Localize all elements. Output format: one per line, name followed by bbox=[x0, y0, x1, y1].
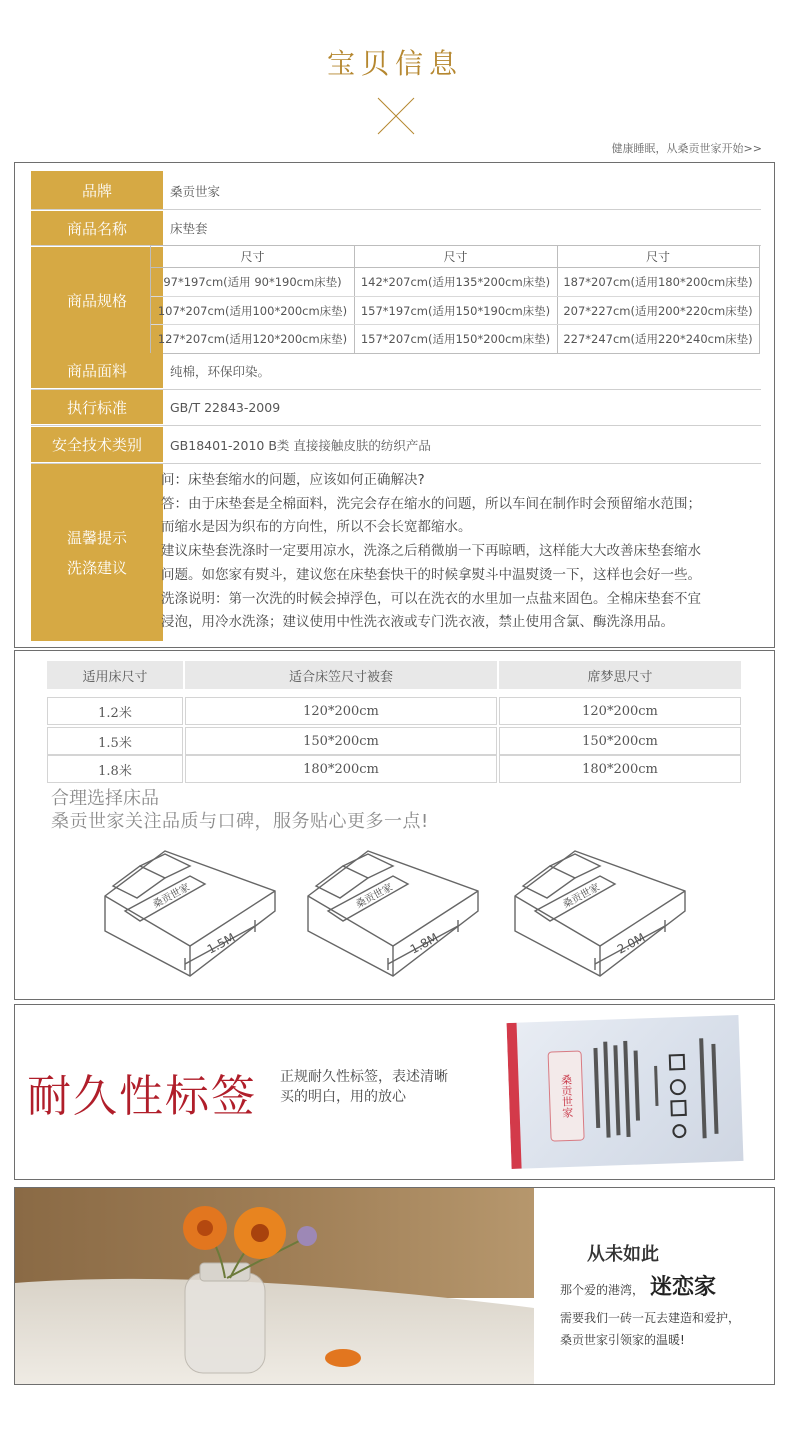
spec-cell: 187*207cm(适用180*200cm床垫) bbox=[563, 275, 753, 289]
safety-value: GB18401-2010 B类 直接接触皮肤的纺织产品 bbox=[170, 437, 431, 453]
care-line: 问题。如您家有熨斗，建议您在床垫套快干的时候拿熨斗中温熨烫一下，这样也会好一些。 bbox=[161, 566, 701, 583]
table-cell: 1.5米 bbox=[47, 727, 183, 755]
tag-red-edge bbox=[507, 1023, 522, 1169]
product-name-label: 商品名称 bbox=[31, 211, 163, 245]
table-header: 适合床笠尺寸被套 bbox=[185, 661, 497, 689]
product-name-value: 床垫套 bbox=[170, 221, 208, 236]
durable-label-panel bbox=[14, 1004, 775, 1180]
table-cell: 150*200cm bbox=[185, 727, 497, 755]
slogan-body bbox=[560, 1307, 760, 1351]
table-header: 适用床尺寸 bbox=[47, 661, 183, 689]
bed-dimension: 1.8M bbox=[407, 930, 441, 957]
table-row bbox=[47, 697, 741, 725]
safety-label: 安全技术类别 bbox=[31, 427, 163, 462]
care-tag-photo bbox=[507, 1015, 744, 1169]
bed-dimension: 1.5M bbox=[204, 930, 238, 957]
care-label bbox=[31, 464, 163, 641]
spec-header: 尺寸 bbox=[354, 246, 557, 268]
slogan-line-4: 桑贡世家引领家的温暖! bbox=[560, 1333, 685, 1347]
care-line: 建议床垫套洗涤时一定要用凉水，洗涤之后稍微崩一下再晾晒，这样能大大改善床垫套缩水 bbox=[161, 543, 701, 560]
brand-value: 桑贡世家 bbox=[170, 183, 221, 199]
spec-header: 尺寸 bbox=[151, 246, 354, 268]
spec-table bbox=[150, 245, 760, 354]
description-line: 买的明白，用的放心 bbox=[280, 1089, 406, 1105]
flower-vase-photo bbox=[15, 1188, 534, 1384]
table-cell: 120*200cm bbox=[499, 697, 741, 725]
care-instructions bbox=[161, 469, 761, 635]
bed-dimension: 2.0M bbox=[614, 930, 648, 957]
description-line: 正规耐久性标签，表述清晰 bbox=[280, 1069, 448, 1085]
care-line: 洗涤说明：第一次洗的时候会掉浮色，可以在洗衣的水里加一点盐来固色。全棉床垫套不宜 bbox=[161, 590, 701, 607]
section-title: 宝贝信息 bbox=[326, 47, 463, 80]
standard-label: 执行标准 bbox=[31, 390, 163, 424]
durable-label-title: 耐久性标签 bbox=[27, 1071, 257, 1122]
spec-cell: 127*207cm(适用120*200cm床垫) bbox=[157, 332, 348, 346]
care-line: 而缩水是因为织布的方向性，所以不会长宽都缩水。 bbox=[161, 519, 472, 536]
divider bbox=[31, 209, 761, 210]
table-cell: 180*200cm bbox=[499, 755, 741, 783]
durable-label-description bbox=[280, 1067, 490, 1107]
care-label-line: 温馨提示 bbox=[66, 528, 127, 547]
slogan-line-2-small: 那个爱的港湾， bbox=[560, 1283, 645, 1297]
brand-slogan bbox=[560, 1240, 760, 1351]
table-row bbox=[47, 755, 741, 783]
bed-logo: 桑贡世家 bbox=[561, 882, 602, 911]
fabric-value: 纯棉，环保印染。 bbox=[170, 363, 271, 379]
slogan-line-2-big: 迷恋家 bbox=[650, 1275, 717, 1300]
spec-cell: 157*197cm(适用150*190cm床垫) bbox=[360, 304, 551, 318]
care-line: 浸泡，用冷水洗涤；建议使用中性洗衣液或专门洗衣液，禁止使用含氯、酶洗涤用品。 bbox=[161, 614, 674, 631]
table-cell: 150*200cm bbox=[499, 727, 741, 755]
slogan-line-2 bbox=[560, 1270, 760, 1301]
care-line: 答：由于床垫套是全棉面料，洗完会存在缩水的问题，所以车间在制作时会预留缩水范围； bbox=[161, 495, 701, 512]
bed-logo: 桑贡世家 bbox=[151, 882, 192, 911]
table-header-row bbox=[47, 661, 741, 689]
divider bbox=[31, 425, 761, 426]
spec-label: 商品规格 bbox=[31, 247, 163, 354]
spec-cell: 157*207cm(适用150*200cm床垫) bbox=[360, 332, 551, 346]
brand-story-panel bbox=[14, 1187, 775, 1385]
spec-cell: 207*227cm(适用200*220cm床垫) bbox=[563, 304, 753, 318]
bed-illustration-2-0m bbox=[505, 836, 695, 981]
care-line: 问：床垫套缩水的问题，应该如何正确解决? bbox=[161, 472, 425, 488]
choose-bedding-subtitle: 桑贡世家关注品质与口碑，服务贴心更多一点! bbox=[51, 811, 429, 832]
fabric-label: 商品面料 bbox=[31, 353, 163, 388]
care-label-line: 洗涤建议 bbox=[66, 558, 127, 577]
product-info-panel bbox=[14, 162, 775, 648]
tagline-link[interactable]: 健康睡眠，从桑贡世家开始>> bbox=[611, 142, 762, 155]
table-row bbox=[47, 727, 741, 755]
tag-printed-text-lines bbox=[589, 1033, 733, 1148]
bed-logo: 桑贡世家 bbox=[354, 882, 395, 911]
spec-cell: 107*207cm(适用100*200cm床垫) bbox=[157, 304, 348, 318]
spec-header: 尺寸 bbox=[557, 246, 759, 268]
table-header: 席梦思尺寸 bbox=[499, 661, 741, 689]
table-cell: 1.8米 bbox=[47, 755, 183, 783]
spec-cell: 97*197cm(适用 90*190cm床垫) bbox=[163, 275, 342, 289]
bed-illustration-1-8m bbox=[298, 836, 488, 981]
tag-brand-logo: 桑贡世家 bbox=[548, 1050, 585, 1141]
slogan-line-1: 从未如此 bbox=[587, 1244, 659, 1265]
slogan-line-3: 需要我们一砖一瓦去建造和爱护， bbox=[560, 1311, 741, 1325]
standard-value: GB/T 22843-2009 bbox=[170, 399, 281, 415]
cross-ornament-icon bbox=[376, 96, 416, 136]
spec-cell: 142*207cm(适用135*200cm床垫) bbox=[360, 275, 551, 289]
size-guide-panel bbox=[14, 650, 775, 1000]
table-cell: 120*200cm bbox=[185, 697, 497, 725]
spec-cell: 227*247cm(适用220*240cm床垫) bbox=[563, 332, 753, 346]
brand-label: 品牌 bbox=[31, 171, 163, 210]
table-cell: 1.2米 bbox=[47, 697, 183, 725]
bed-illustration-1-5m bbox=[95, 836, 285, 981]
choose-bedding-title: 合理选择床品 bbox=[51, 788, 159, 809]
table-cell: 180*200cm bbox=[185, 755, 497, 783]
